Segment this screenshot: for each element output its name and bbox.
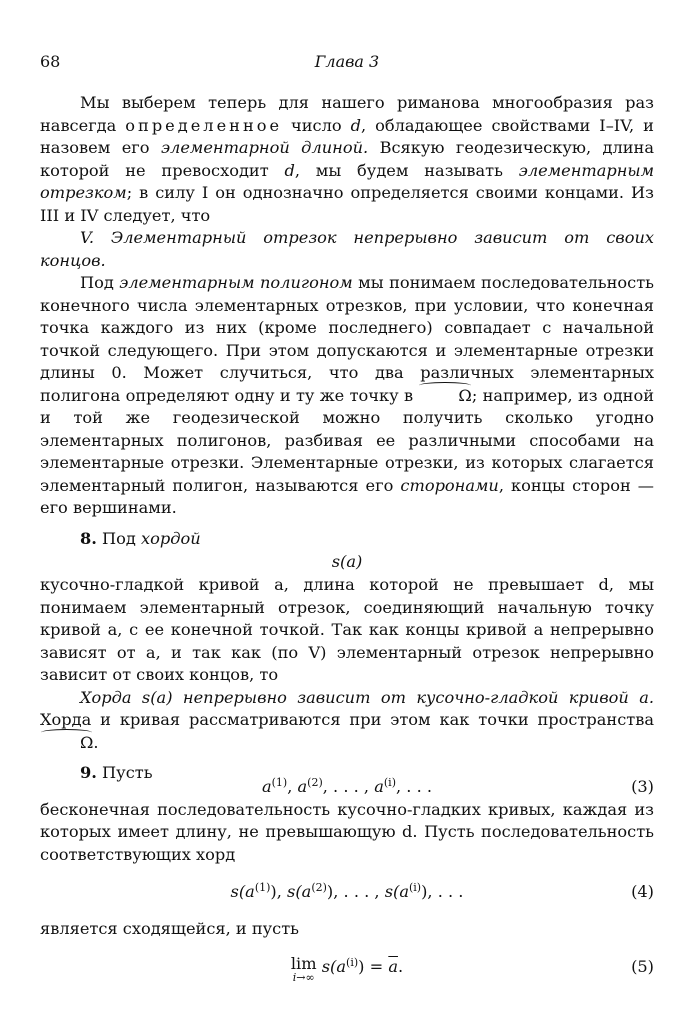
theorem-v: V. Элементарный отрезок непрерывно зависит от своих концов. — [40, 228, 654, 270]
omega-hat: Ω — [40, 732, 93, 755]
page — [40, 52, 654, 989]
equation-4: $s(a^{(1)})$, $s(a^{(2)})$, . . . , $s(a^{(i)})$, . . . (4) — [40, 880, 654, 904]
page-number: 68 — [40, 52, 61, 71]
section-8-intro: 8. Под хордой — [80, 528, 201, 548]
equation-tag-5: (5) — [631, 956, 654, 976]
chord-formula: s(a) — [331, 552, 363, 571]
equation-tag-3: (3) — [631, 776, 654, 796]
section-9-intro: 9. Пусть — [80, 763, 153, 782]
section-8-number: 8. — [80, 528, 97, 548]
paragraph-sequence: бесконечная последовательность кусочно-гладких кривых, каждая из которых имеет длину, не превышающую d. Пусть последовательность соответствующих хорд — [40, 799, 654, 864]
omega-hat: Ω — [418, 385, 471, 408]
section-9-number: 9. — [80, 763, 97, 782]
page-header — [40, 52, 654, 78]
paragraph-chord-theorem: Хорда s(a) непрерывно зависит от кусочно-гладкой кривой a. Хорда и кривая рассматриваются при этом как точки пространства Ω. — [40, 687, 654, 755]
paragraph-elementary-length: Мы выберем теперь для нашего риманова многообразия раз навсегда определенное число d, обладающее свойствами I–IV, и назовем его элементарной длиной. Всякую геодезическую, длина которой не превосходит d, мы будем называть элементарным отрезком; в силу I он однозначно определяется своими концами. Из III и IV следует, что — [40, 93, 654, 225]
equation-tag-4: (4) — [631, 882, 654, 901]
equation-5: lim i→∞ $s(a^{(i)}) = \overline{a}$. (5) — [290, 953, 654, 984]
equation-3: $a^{(1)}$, $a^{(2)}$, . . . , $a^{(i)}$, . . . (3) — [40, 775, 654, 799]
chapter-title: Глава 3 — [314, 52, 380, 71]
paragraph-chord: кусочно-гладкой кривой a, длина которой не превышает d, мы понимаем элементарный отрезок, соединяющий начальную точку кривой a, с ее конечной точкой. Так как концы кривой a непрерывно зависят от a, и так как (по V) элементарный отрезок непрерывно зависит от своих концов, то — [40, 575, 654, 684]
paragraph-elementary-polygon: Под элементарным полигоном мы понимаем последовательность конечного числа элементарных отрезков, при условии, что конечная точка каждого из них (кроме последнего) совпадает с начальной точкой следующего. При этом допускаются и элементарные отрезки длины 0. Может случиться, что два различных элементарных полигона определяют одну и ту же точку в Ω; например, из одной и той же геодезической можно получить сколько угодно элементарных полигонов, разбивая ее различными способами на элементарные отрезки. Элементарные отрезки, из которых слагается элементарный полигон, называются его сторонами, концы сторон — его вершинами. — [40, 273, 654, 517]
paragraph-convergent: является сходящейся, и пусть — [40, 919, 299, 938]
